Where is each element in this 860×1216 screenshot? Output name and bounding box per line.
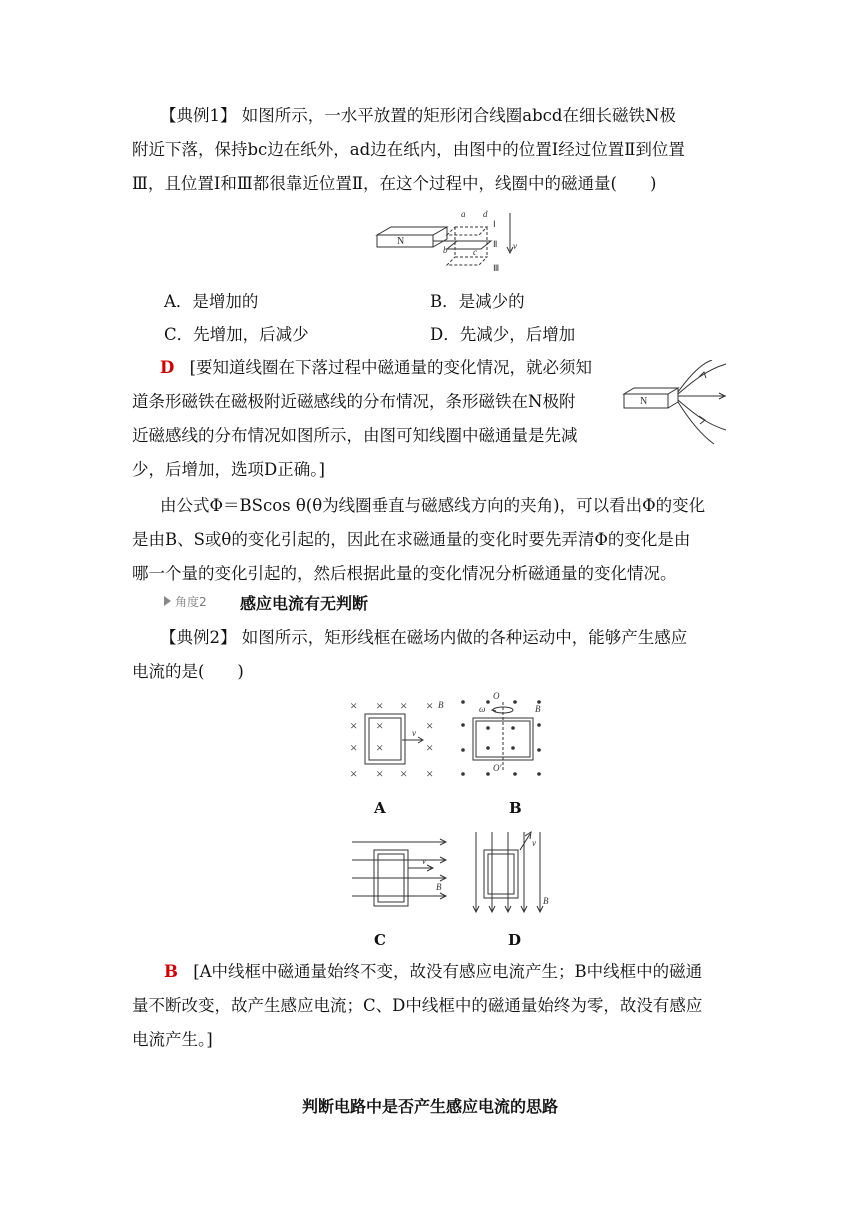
angle-tag	[164, 593, 230, 609]
svg-text:×: ×	[350, 740, 358, 755]
magnet-n-label: N	[397, 236, 405, 247]
answer1: D	[160, 358, 175, 377]
option-c: C．先增加，后减少	[164, 325, 309, 344]
caption-b: B	[509, 799, 522, 817]
solution1-line2: 道条形磁铁在磁极附近磁感线的分布情况，条形磁铁在N极附	[132, 392, 576, 411]
figure-b-omega-label: ω	[479, 704, 486, 714]
note-line2: 是由B、S或θ的变化引起的，因此在求磁通量的变化时要先弄清Φ的变化是由	[132, 530, 691, 549]
solution1-text1: [要知道线圈在下落过程中磁通量的变化情况，就必须知	[189, 358, 592, 377]
figure-a-b-label: B	[438, 700, 444, 710]
example2-line1: 【典例2】 如图所示，矩形线框在磁场内做的各种运动中，能够产生感应	[160, 628, 688, 647]
label-c: c	[473, 247, 477, 257]
figure-b-o2-label: O′	[493, 763, 502, 773]
option-a: A．是增加的	[164, 292, 259, 311]
label-position-2: Ⅱ	[493, 239, 498, 249]
label-position-3: Ⅲ	[493, 263, 500, 273]
svg-text:×: ×	[400, 698, 408, 713]
svg-text:×: ×	[350, 766, 358, 781]
label-b: b	[443, 245, 448, 255]
solution2-text1: [A中线框中磁通量始终不变，故没有感应电流产生；B中线框中的磁通	[193, 962, 703, 981]
caption-c: C	[374, 931, 386, 949]
solution1-line4: 少，后增加，选项D正确。]	[132, 460, 325, 479]
angle-tag-text: 角度2	[175, 594, 207, 609]
field-lines-figure	[622, 360, 732, 448]
summary-title: 判断电路中是否产生感应电流的思路	[301, 1097, 558, 1116]
coil-magnet-figure	[375, 205, 525, 285]
answer2: B	[164, 962, 178, 981]
figure-b-o-label: O	[493, 691, 500, 701]
svg-text:×: ×	[426, 766, 434, 781]
figure-d-v-label: v	[532, 838, 536, 848]
svg-text:×: ×	[426, 718, 434, 733]
figure-d-b-label: B	[543, 896, 549, 906]
example1-line1: 【典例1】 如图所示，一水平放置的矩形闭合线圈abcd在细长磁铁N极	[160, 106, 676, 125]
example2-line2: 电流的是( )	[132, 662, 244, 681]
label-position-1: Ⅰ	[493, 219, 496, 229]
solution2-line2: 量不断改变，故产生感应电流；C、D中线框中的磁通量始终为零，故没有感应	[132, 996, 703, 1015]
label-velocity: v	[513, 241, 517, 251]
option-d: D．先减少，后增加	[430, 325, 576, 344]
svg-text:×: ×	[350, 718, 358, 733]
svg-text:×: ×	[376, 766, 384, 781]
solution2-line3: 电流产生。]	[132, 1030, 213, 1049]
figure-b	[455, 690, 555, 782]
svg-text:×: ×	[376, 718, 384, 733]
svg-text:×: ×	[426, 698, 434, 713]
caption-d: D	[508, 931, 522, 949]
triangle-marker-icon	[164, 596, 171, 606]
svg-text:×: ×	[376, 698, 384, 713]
option-b: B．是减少的	[430, 292, 525, 311]
figure-c	[350, 832, 450, 914]
example1-line2: 附近下落，保持bc边在纸外，ad边在纸内，由图中的位置Ⅰ经过位置Ⅱ到位置	[132, 140, 685, 159]
caption-a: A	[374, 799, 386, 817]
figure-a	[342, 692, 447, 784]
solution1-line3: 近磁感线的分布情况如图所示，由图可知线圈中磁通量是先减	[132, 426, 578, 445]
svg-text:×: ×	[376, 740, 384, 755]
figure-c-b-label: B	[436, 882, 442, 892]
angle-title: 感应电流有无判断	[240, 594, 369, 613]
svg-text:×: ×	[426, 740, 434, 755]
magnet2-n-label: N	[640, 396, 648, 407]
example1-line3: Ⅲ，且位置Ⅰ和Ⅲ都很靠近位置Ⅱ，在这个过程中，线圈中的磁通量( )	[132, 174, 657, 193]
label-a: a	[461, 209, 466, 219]
svg-text:×: ×	[350, 698, 358, 713]
note-line3: 哪一个量的变化引起的，然后根据此量的变化情况分析磁通量的变化情况。	[132, 564, 677, 583]
figure-c-v-label: v	[422, 856, 426, 866]
label-d: d	[483, 209, 488, 219]
note-line1: 由公式Φ＝BScos θ(θ为线圈垂直与磁感线方向的夹角)，可以看出Φ的变化	[160, 496, 706, 515]
figure-a-v-label: v	[412, 728, 416, 738]
svg-text:×: ×	[400, 766, 408, 781]
figure-b-b-label: B	[535, 704, 541, 714]
solution2-line1	[164, 961, 702, 983]
solution1-line1	[160, 357, 592, 379]
figure-d	[470, 830, 550, 916]
